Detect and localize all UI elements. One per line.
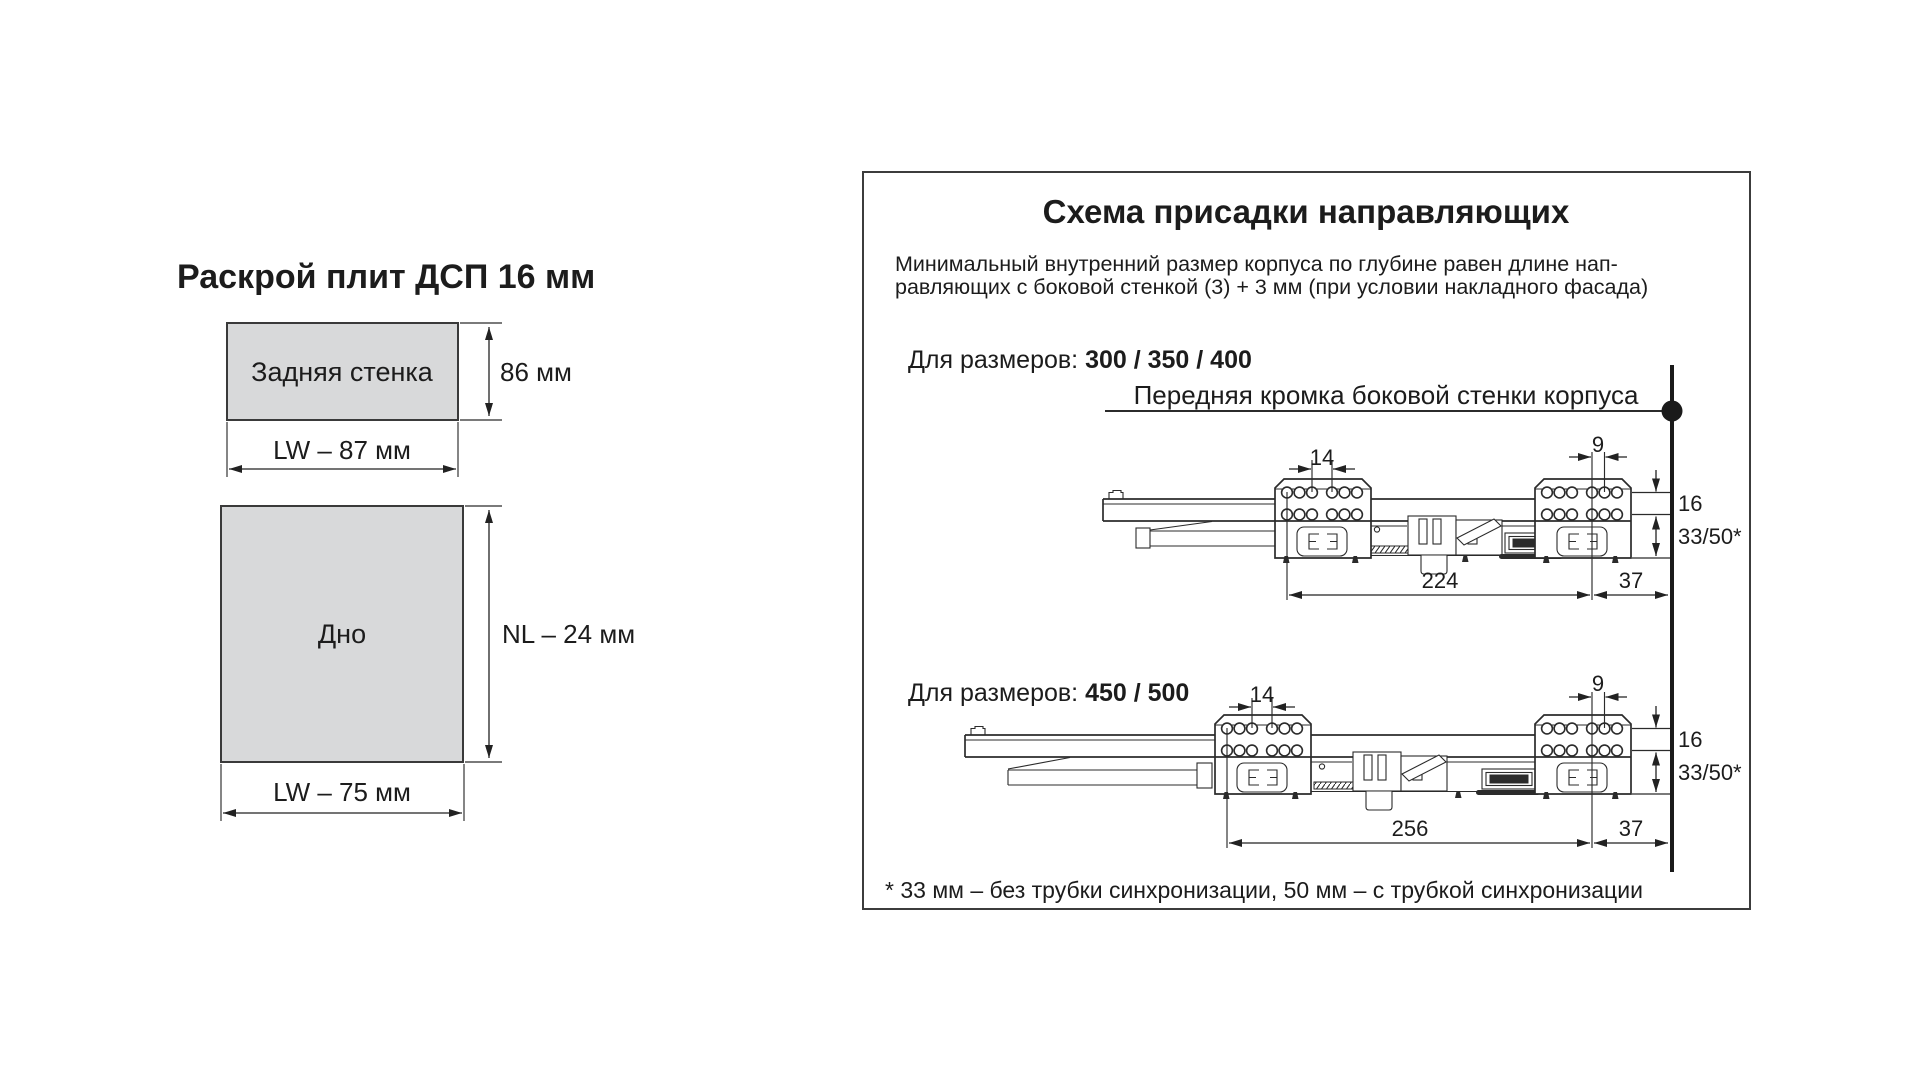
back-panel-label: Задняя стенка: [251, 357, 433, 387]
hatch-strip: [1369, 546, 1408, 553]
drawing-300-350-400: [1103, 432, 1742, 600]
svg-text:37: 37: [1618, 568, 1644, 593]
mounting-bracket-back: [1275, 479, 1371, 563]
bottom-panel: [221, 506, 635, 821]
inner-rail-bar: [1008, 758, 1212, 789]
svg-text:14: 14: [1249, 682, 1275, 707]
back-panel: [227, 323, 572, 477]
dim-row-spacing-and-offset: [1632, 706, 1742, 794]
svg-text:33/50*: 33/50*: [1678, 524, 1742, 549]
svg-text:16: 16: [1678, 727, 1703, 752]
coupling-mechanism: [1311, 752, 1540, 810]
sizes-label-450: Для размеров: 450 / 500: [908, 679, 1190, 707]
sizes-label-300: Для размеров: 300 / 350 / 400: [908, 346, 1252, 374]
rail-end-hook: [1109, 491, 1123, 500]
scheme-footnote: * 33 мм – без трубки синхронизации, 50 мм – с трубкой синхронизации: [885, 877, 1643, 903]
mounting-bracket-front: [1535, 715, 1631, 799]
mounting-bracket-back: [1215, 715, 1311, 799]
dim-row-spacing-and-offset: [1632, 470, 1742, 558]
front-edge-label: Передняя кромка боковой стенки корпуса: [1133, 380, 1639, 410]
inner-rail-bar: [1136, 522, 1275, 549]
back-panel-width-dim: LW – 87 мм: [273, 435, 411, 465]
svg-text:16: 16: [1678, 491, 1703, 516]
svg-text:37: 37: [1618, 816, 1644, 841]
bottom-panel-width-dim: LW – 75 мм: [273, 777, 411, 807]
mounting-bracket-front: [1535, 479, 1631, 563]
svg-text:9: 9: [1591, 432, 1605, 457]
bottom-panel-label: Дно: [317, 619, 367, 649]
svg-text:224: 224: [1421, 568, 1459, 593]
rail-end-hook: [971, 727, 985, 736]
hatch-strip: [1314, 782, 1353, 789]
scheme-description-line2: равляющих с боковой стенкой (3) + 3 мм (при условии накладного фасада): [895, 275, 1649, 299]
svg-text:9: 9: [1591, 671, 1605, 696]
bottom-panel-height-dim: NL – 24 мм: [502, 619, 636, 649]
cutting-layout-title: Раскрой плит ДСП 16 мм: [177, 258, 596, 296]
hanging-foot: [1366, 792, 1392, 811]
coupling-mechanism: [1369, 516, 1563, 574]
scheme-title: Схема присадки направляющих: [1042, 193, 1570, 230]
cutting-layout-section: [177, 258, 635, 821]
svg-text:33/50*: 33/50*: [1678, 760, 1742, 785]
back-panel-height-dim: 86 мм: [500, 357, 572, 387]
scheme-panel: [863, 172, 1750, 909]
svg-text:256: 256: [1391, 816, 1429, 841]
brand-plate-logo-icon: [1490, 775, 1529, 784]
svg-text:14: 14: [1309, 445, 1335, 470]
scheme-description-line1: Минимальный внутренний размер корпуса по глубине равен длине нап-: [895, 252, 1618, 276]
front-edge-marker-dot: [1662, 401, 1683, 422]
